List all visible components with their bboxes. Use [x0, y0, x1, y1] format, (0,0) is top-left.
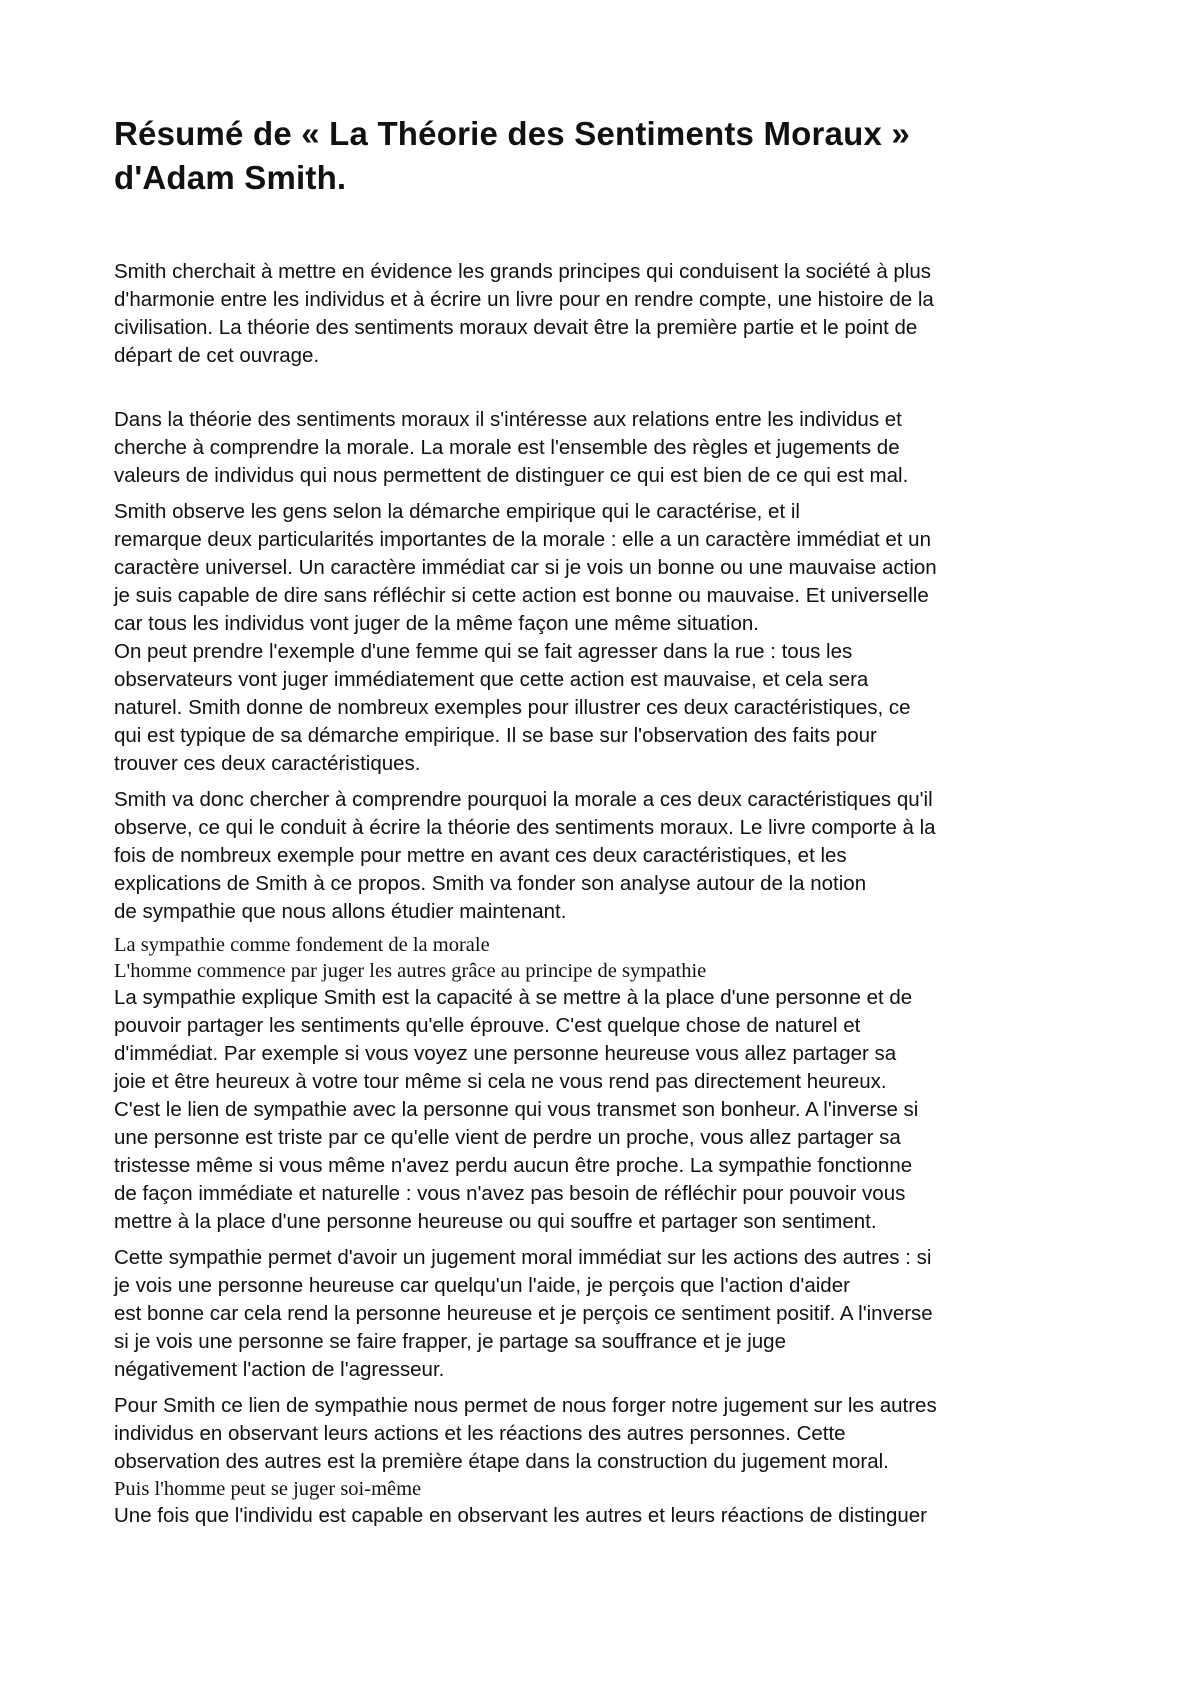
text-line: Smith va donc chercher à comprendre pourquoi la morale a ces deux caractéristiques qu'il: [114, 788, 933, 811]
title-line: d'Adam Smith.: [114, 159, 347, 196]
text-line: d'harmonie entre les individus et à écrire un livre pour en rendre compte, une histoire de la: [114, 288, 934, 311]
text-line: observe, ce qui le conduit à écrire la théorie des sentiments moraux. Le livre comporte à la: [114, 816, 936, 839]
text-line: Smith observe les gens selon la démarche empirique qui le caractérise, et il: [114, 500, 800, 523]
text-line: si je vois une personne se faire frapper, je partage sa souffrance et je juge: [114, 1330, 786, 1353]
paragraph-morale: [114, 406, 1100, 490]
text-line: civilisation. La théorie des sentiments moraux devait être la première partie et le point de: [114, 316, 918, 339]
text-line: valeurs de individus qui nous permettent de distinguer ce qui est bien de ce qui est mal.: [114, 464, 909, 487]
section-heading: La sympathie comme fondement de la morale: [114, 934, 490, 956]
text-line: d'immédiat. Par exemple si vous voyez une personne heureuse vous allez partager sa: [114, 1042, 897, 1065]
text-line: est bonne car cela rend la personne heureuse et je perçois ce sentiment positif. A l'inverse: [114, 1302, 933, 1325]
text-line: observateurs vont juger immédiatement que cette action est mauvaise, et cela sera: [114, 668, 869, 691]
paragraph-jugement: [114, 1244, 1100, 1384]
text-line: Une fois que l'individu est capable en observant les autres et leurs réactions de distinguer: [114, 1504, 928, 1527]
paragraph-pourquoi: [114, 786, 1100, 926]
text-line: pouvoir partager les sentiments qu'elle éprouve. C'est quelque chose de naturel et: [114, 1014, 861, 1037]
text-line: Smith cherchait à mettre en évidence les grands principes qui conduisent la société à plus: [114, 260, 932, 283]
text-line: négativement l'action de l'agresseur.: [114, 1358, 445, 1381]
text-line: mettre à la place d'une personne heureuse ou qui souffre et partager son sentiment.: [114, 1210, 877, 1233]
text-line: une personne est triste par ce qu'elle vient de perdre un proche, vous allez partager sa: [114, 1126, 901, 1149]
text-line: explications de Smith à ce propos. Smith va fonder son analyse autour de la notion: [114, 872, 867, 895]
text-line: C'est le lien de sympathie avec la personne qui vous transmet son bonheur. A l'inverse si: [114, 1098, 919, 1121]
text-line: Cette sympathie permet d'avoir un jugement moral immédiat sur les actions des autres : si: [114, 1246, 932, 1269]
paragraph-observation: [114, 1392, 1100, 1476]
text-line: La sympathie explique Smith est la capacité à se mettre à la place d'une personne et de: [114, 986, 913, 1009]
paragraph-empirique: [114, 498, 1100, 778]
text-line: individus en observant leurs actions et les réactions des autres personnes. Cette: [114, 1422, 846, 1445]
text-line: je suis capable de dire sans réfléchir si cette action est bonne ou mauvaise. Et universelle: [114, 584, 929, 607]
text-line: fois de nombreux exemple pour mettre en avant ces deux caractéristiques, et les: [114, 844, 847, 867]
paragraph-sympathie: [114, 984, 1100, 1236]
text-line: Pour Smith ce lien de sympathie nous permet de nous forger notre jugement sur les autres: [114, 1394, 937, 1417]
text-line: On peut prendre l'exemple d'une femme qui se fait agresser dans la rue : tous les: [114, 640, 853, 663]
paragraph-individu: [114, 1502, 1100, 1530]
text-line: qui est typique de sa démarche empirique. Il se base sur l'observation des faits pour: [114, 724, 877, 747]
text-line: car tous les individus vont juger de la même façon une même situation.: [114, 612, 759, 635]
text-line: de sympathie que nous allons étudier maintenant.: [114, 900, 567, 923]
text-line: Dans la théorie des sentiments moraux il s'intéresse aux relations entre les individus et: [114, 408, 902, 431]
title-line: Résumé de « La Théorie des Sentiments Moraux »: [114, 115, 910, 152]
text-line: observation des autres est la première étape dans la construction du jugement moral.: [114, 1450, 889, 1473]
paragraph-intro: [114, 258, 1100, 370]
text-line: joie et être heureux à votre tour même si cela ne vous rend pas directement heureux.: [114, 1070, 887, 1093]
text-line: cherche à comprendre la morale. La morale est l'ensemble des règles et jugements de: [114, 436, 900, 459]
text-line: de façon immédiate et naturelle : vous n'avez pas besoin de réfléchir pour pouvoir vous: [114, 1182, 906, 1205]
document-page: [114, 112, 1100, 1530]
subsection-heading: L'homme commence par juger les autres grâce au principe de sympathie: [114, 960, 707, 982]
text-line: naturel. Smith donne de nombreux exemples pour illustrer ces deux caractéristiques, ce: [114, 696, 911, 719]
text-line: tristesse même si vous même n'avez perdu aucun être proche. La sympathie fonctionne: [114, 1154, 913, 1177]
document-title: [114, 112, 1100, 200]
text-line: départ de cet ouvrage.: [114, 344, 320, 367]
subsection-heading: Puis l'homme peut se juger soi-même: [114, 1478, 422, 1500]
text-line: je vois une personne heureuse car quelqu'un l'aide, je perçois que l'action d'aider: [114, 1274, 850, 1297]
text-line: remarque deux particularités importantes de la morale : elle a un caractère immédiat et un: [114, 528, 931, 551]
text-line: caractère universel. Un caractère immédiat car si je vois un bonne ou une mauvaise action: [114, 556, 937, 579]
text-line: trouver ces deux caractéristiques.: [114, 752, 421, 775]
